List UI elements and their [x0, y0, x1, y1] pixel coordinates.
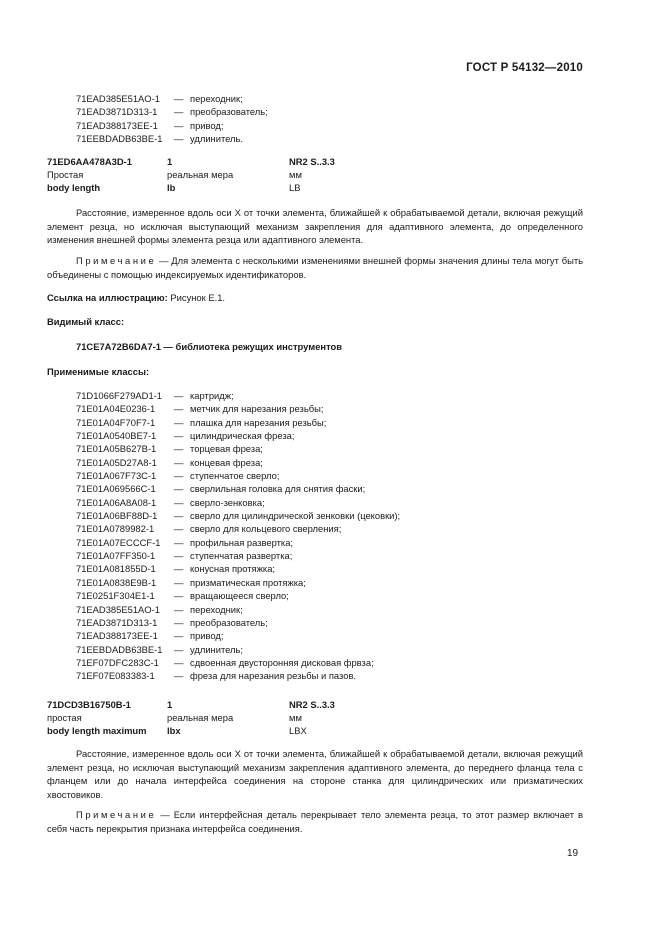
list-item-dash: — [174, 133, 184, 145]
attribute-name: body length maximum [47, 725, 147, 736]
attribute-measure: реальная мера [167, 169, 234, 180]
list-item-code: 71E01A07ECCCF-1 [76, 536, 161, 548]
list-item [76, 562, 400, 575]
note-dash: — [160, 809, 170, 820]
list-item-dash: — [174, 483, 184, 495]
list-item-dash: — [174, 430, 184, 442]
list-item-dash: — [174, 106, 184, 118]
list-item [76, 119, 268, 132]
list-item-text: плашка для нарезания резьбы; [190, 416, 327, 428]
list-item-code: 71EAD3871D313-1 [76, 106, 158, 118]
list-item [76, 469, 400, 482]
list-item-code: 71EEBDADB63BE-1 [76, 133, 163, 145]
list-item-text: сверло для цилиндрической зенковки (цековки); [190, 510, 401, 522]
definition-paragraph: Расстояние, измеренное вдоль оси X от точки элемента, ближайшей к обрабатываемой детали, включая режущий элемент резца, но исключая выступающий механизм закрепления для адаптивного элемента, до определенного изменения внешней формы элемента резца или адаптивного элемента. [47, 207, 583, 246]
list-item [76, 402, 400, 415]
attribute-symbol: lbx [167, 725, 181, 736]
list-item-dash: — [174, 656, 184, 668]
attribute-row [47, 168, 335, 181]
list-item-text: ступенчатая развертка; [190, 550, 293, 562]
list-item-code: 71D1066F279AD1-1 [76, 390, 162, 401]
list-item-text: цилиндрическая фреза; [190, 430, 295, 442]
list-item-text: фреза для нарезания резьбы и пазов. [190, 670, 357, 682]
attribute-symbol: lb [167, 182, 176, 193]
list-item [76, 429, 400, 442]
note-text: Если интерфейсная деталь перекрывает тело элемента резца, то этот размер включает в себя часть перекрытия признака интерфейса соединения. [47, 809, 584, 834]
list-item-dash: — [174, 456, 184, 468]
list-item-dash: — [174, 119, 184, 131]
list-item [76, 589, 400, 602]
list-item-text: призматическая протяжка; [190, 576, 306, 588]
standard-header: ГОСТ Р 54132—2010 [466, 62, 583, 74]
list-item [76, 643, 400, 656]
list-item-dash: — [174, 523, 184, 535]
note-paragraph [47, 254, 583, 281]
list-item-text: привод; [190, 630, 224, 642]
list-item-code: 71E01A067F73C-1 [76, 470, 157, 482]
attribute-measure: реальная мера [167, 712, 234, 723]
list-item [76, 482, 400, 495]
attribute-type: Простая [47, 169, 84, 180]
list-item [76, 616, 400, 629]
list-item [76, 442, 400, 455]
list-item-text: конусная протяжка; [190, 563, 276, 575]
applicable-classes-heading: Применимые классы: [47, 366, 150, 377]
list-item-dash: — [174, 603, 184, 615]
page-number: 19 [567, 848, 579, 859]
list-item [76, 669, 400, 682]
list-item [76, 132, 268, 145]
list-item-code: 71E0251F304E1-1 [76, 590, 155, 602]
note-text: Для элемента с несколькими изменениями внешней формы значения длины тела могут быть объединены с помощью индексируемых идентификаторов. [47, 255, 583, 280]
visible-class-heading: Видимый класс: [47, 316, 125, 327]
illustration-label: Ссылка на иллюстрацию: [47, 292, 168, 303]
list-item-code: 71E01A07FF350-1 [76, 550, 156, 562]
list-item-code: 71E01A06BF88D-1 [76, 510, 158, 522]
list-item-text: сверло для кольцевого сверления; [190, 523, 342, 535]
list-item-text: ступенчатое сверло; [190, 470, 280, 482]
list-item-code: 71EF07DFC283C-1 [76, 656, 159, 668]
list-item-code: 71EAD3871D313-1 [76, 616, 158, 628]
list-item-text: привод; [190, 119, 224, 131]
list-item-text: переходник; [190, 603, 243, 615]
list-item-code: 71E01A04E0236-1 [76, 403, 156, 415]
note-dash: — [159, 255, 169, 266]
attribute-value: 1 [167, 699, 173, 710]
list-item-code: 71EAD388173EE-1 [76, 119, 158, 131]
attribute-row [47, 698, 335, 711]
attribute-code: LBX [289, 725, 307, 736]
attribute-type: простая [47, 712, 82, 723]
list-item-dash: — [174, 390, 184, 401]
list-item-code: 71E01A0838E9B-1 [76, 576, 157, 588]
list-item-dash: — [174, 93, 184, 104]
list-item-text: картридж; [190, 390, 234, 401]
list-item-text: профильная развертка; [190, 536, 294, 548]
list-item-text: сверло-зенковка; [190, 496, 265, 508]
list-item-dash: — [174, 510, 184, 522]
attribute-id: 71DCD3B16750B-1 [47, 699, 131, 710]
list-item-code: 71EAD385E51AO-1 [76, 603, 160, 615]
list-item-code: 71E01A06A8A08-1 [76, 496, 157, 508]
attribute-value: 1 [167, 156, 173, 167]
illustration-reference [47, 292, 225, 303]
attribute-block-body-length [47, 155, 335, 194]
list-item-code: 71E01A05D27A8-1 [76, 456, 157, 468]
attribute-row [47, 181, 335, 194]
list-item-dash: — [174, 630, 184, 642]
class-list-top [76, 92, 268, 145]
list-item [76, 416, 400, 429]
list-item-code: 71EAD388173EE-1 [76, 630, 158, 642]
list-item-text: сверлильная головка для снятия фаски; [190, 483, 366, 495]
attribute-format: NR2 S..3.3 [289, 699, 335, 710]
list-item-text: преобразователь; [190, 106, 268, 118]
list-item-text: преобразователь; [190, 616, 268, 628]
illustration-value: Рисунок Е.1. [170, 292, 226, 303]
list-item-code: 71E01A05B627B-1 [76, 443, 157, 455]
attribute-block-body-length-maximum [47, 698, 335, 737]
list-item-dash: — [174, 550, 184, 562]
list-item-dash: — [174, 576, 184, 588]
definition-paragraph: Расстояние, измеренное вдоль оси X от точки элемента, ближайшей к обрабатываемой детали, включая режущий элемент резца, но исключая выступающий механизм закрепления адаптивного элемента, до переднего фланца тела с фланцем или до начала интерфейса соединения на стороне станка для цилиндрических или призматических хвостовиков. [47, 748, 583, 800]
list-item-dash: — [174, 536, 184, 548]
note-label: Примечание [76, 255, 157, 266]
list-item [76, 92, 268, 105]
attribute-unit: мм [289, 712, 302, 723]
list-item-dash: — [174, 670, 184, 682]
list-item [76, 522, 400, 535]
note-paragraph [47, 808, 583, 835]
list-item-text: вращающееся сверло; [190, 590, 289, 602]
list-item-text: метчик для нарезания резьбы; [190, 403, 324, 415]
list-item-code: 71E01A0540BE7-1 [76, 430, 157, 442]
list-item-dash: — [174, 643, 184, 655]
list-item-code: 71E01A04F70F7-1 [76, 416, 156, 428]
attribute-id: 71ED6AA478A3D-1 [47, 156, 132, 167]
list-item-dash: — [174, 470, 184, 482]
list-item-code: 71E01A081855D-1 [76, 563, 156, 575]
list-item [76, 629, 400, 642]
visible-class-entry: 71CE7A72B6DA7-1 — библиотека режущих инструментов [76, 341, 343, 352]
list-item [76, 656, 400, 669]
list-item [76, 105, 268, 118]
list-item-text: переходник; [190, 93, 243, 104]
list-item [76, 536, 400, 549]
attribute-code: LB [289, 182, 301, 193]
attribute-name: body length [47, 182, 101, 193]
list-item [76, 603, 400, 616]
list-item [76, 389, 400, 402]
attribute-row [47, 711, 335, 724]
list-item-text: удлинитель; [190, 643, 244, 655]
list-item [76, 549, 400, 562]
list-item-text: торцевая фреза; [190, 443, 263, 455]
list-item-dash: — [174, 616, 184, 628]
attribute-row [47, 724, 335, 737]
list-item-dash: — [174, 496, 184, 508]
list-item-code: 71EF07E083383-1 [76, 670, 155, 682]
list-item-code: 71E01A069566C-1 [76, 483, 156, 495]
list-item-dash: — [174, 416, 184, 428]
attribute-row [47, 155, 335, 168]
list-item-text: удлинитель. [190, 133, 244, 145]
list-item-code: 71E01A0789982-1 [76, 523, 155, 535]
applicable-classes-list [76, 389, 400, 683]
list-item [76, 576, 400, 589]
list-item-dash: — [174, 590, 184, 602]
list-item-text: концевая фреза; [190, 456, 263, 468]
note-label: Примечание [76, 809, 157, 820]
attribute-format: NR2 S..3.3 [289, 156, 335, 167]
list-item-code: 71EEBDADB63BE-1 [76, 643, 163, 655]
list-item [76, 456, 400, 469]
list-item-dash: — [174, 443, 184, 455]
list-item-dash: — [174, 563, 184, 575]
list-item [76, 496, 400, 509]
list-item-code: 71EAD385E51AO-1 [76, 93, 160, 104]
attribute-unit: мм [289, 169, 302, 180]
list-item [76, 509, 400, 522]
list-item-text: сдвоенная двусторонняя дисковая фрвза; [190, 656, 374, 668]
list-item-dash: — [174, 403, 184, 415]
